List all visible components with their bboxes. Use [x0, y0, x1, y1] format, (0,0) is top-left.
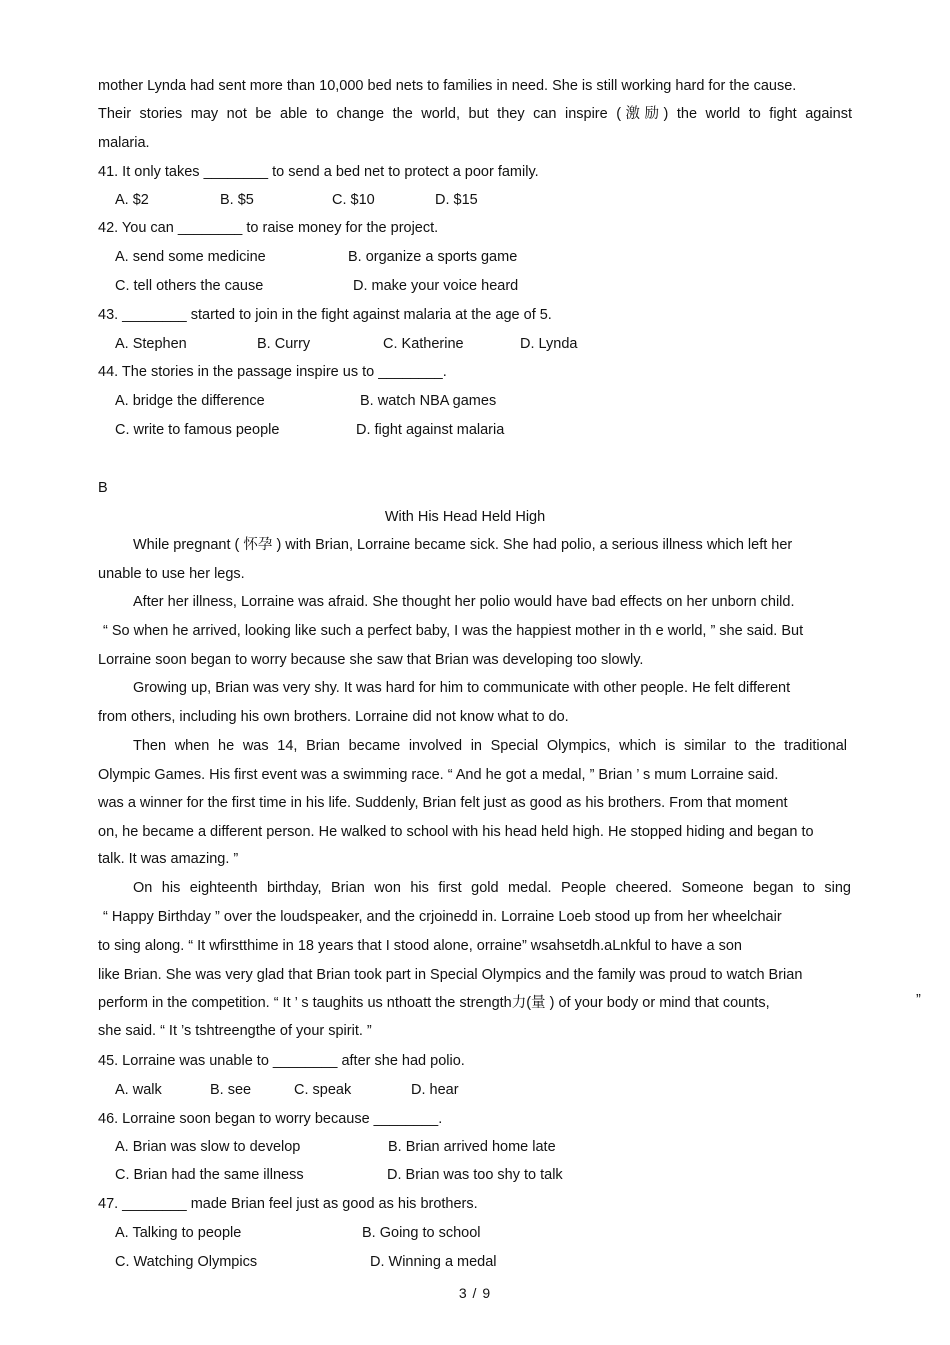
passage-b-line: unable to use her legs. — [98, 566, 245, 582]
passage-b-line: Lorraine soon began to worry because she saw that Brian was developing too slowly. — [98, 652, 644, 668]
passage-b-line: Growing up, Brian was very shy. It was hard for him to communicate with other people. He felt different — [133, 680, 791, 696]
passage-b-line: “ Happy Birthday ” over the loudspeaker, and the crjoinedd in. Lorraine Loeb stood up from her wheelchair — [103, 909, 782, 925]
question-stem: 41. It only takes ________ to send a bed net to protect a poor family. — [98, 164, 539, 180]
passage-a-line: mother Lynda had sent more than 10,000 bed nets to families in need. She is still working hard for the cause. — [98, 78, 797, 94]
answer-option: B. $5 — [220, 192, 254, 208]
passage-b-line: After her illness, Lorraine was afraid. She thought her polio would have bad effects on her unborn child. — [133, 594, 795, 610]
answer-option: D. make your voice heard — [353, 278, 519, 294]
answer-option: D. fight against malaria — [356, 422, 505, 438]
passage-b-line: “ So when he arrived, looking like such a perfect baby, I was the happiest mother in th e world, ” she said. But — [103, 623, 804, 639]
passage-title: With His Head Held High — [384, 509, 546, 525]
answer-option: C. tell others the cause — [115, 278, 264, 294]
question-stem: 43. ________ started to join in the fight against malaria at the age of 5. — [98, 307, 552, 323]
answer-option: C. speak — [294, 1082, 352, 1098]
answer-option: B. organize a sports game — [348, 249, 518, 265]
section-label: B — [98, 480, 108, 496]
answer-option: A. send some medicine — [115, 249, 266, 265]
passage-b-line: talk. It was amazing. ” — [98, 851, 239, 867]
answer-option: A. walk — [115, 1082, 162, 1098]
answer-option: A. Brian was slow to develop — [115, 1139, 301, 1155]
answer-option: C. Katherine — [383, 336, 464, 352]
passage-b-line: was a winner for the first time in his life. Suddenly, Brian felt just as good as his brothers. From that moment — [98, 795, 788, 811]
answer-option: A. Stephen — [115, 336, 187, 352]
passage-b-line: While pregnant ( 怀孕 ) with Brian, Lorraine became sick. She had polio, a serious illness which left her — [133, 537, 793, 553]
answer-option: B. Brian arrived home late — [388, 1139, 556, 1155]
answer-option: A. bridge the difference — [115, 393, 265, 409]
passage-b-line: ” — [916, 992, 921, 1008]
passage-b-line: like Brian. She was very glad that Brian took part in Special Olympics and the family was proud to watch Brian — [98, 967, 803, 983]
passage-b-line: on, he became a different person. He walked to school with his head held high. He stopped hiding and began to — [98, 824, 814, 840]
question-stem: 44. The stories in the passage inspire us to ________. — [98, 364, 447, 380]
answer-option: D. Brian was too shy to talk — [387, 1167, 563, 1183]
answer-option: D. hear — [411, 1082, 459, 1098]
question-stem: 45. Lorraine was unable to ________ after she had polio. — [98, 1053, 465, 1069]
answer-option: C. write to famous people — [115, 422, 280, 438]
question-stem: 42. You can ________ to raise money for the project. — [98, 220, 439, 236]
passage-b-line: On his eighteenth birthday, Brian won his first gold medal. People cheered. Someone began to sing — [133, 880, 851, 896]
answer-option: B. Curry — [257, 336, 311, 352]
answer-option: D. Lynda — [520, 336, 578, 352]
answer-option: B. see — [210, 1082, 252, 1098]
question-stem: 46. Lorraine soon began to worry because ________. — [98, 1111, 443, 1127]
answer-option: D. $15 — [435, 192, 478, 208]
passage-a-line: Their stories may not be able to change the world, but they can inspire (激励) the world to fight against — [98, 106, 852, 122]
passage-b-line: to sing along. “ It wfirstthime in 18 years that I stood alone, orraine” wsahsetdh.aLnkful to have a son — [98, 938, 742, 954]
passage-a-line: malaria. — [98, 135, 150, 151]
passage-b-line: perform in the competition. “ It ’ s taughits us nthoatt the strength力(量 ) of your body or mind that counts, — [98, 995, 770, 1011]
answer-option: A. Talking to people — [115, 1225, 242, 1241]
answer-option: B. Going to school — [362, 1225, 481, 1241]
answer-option: C. Watching Olympics — [115, 1254, 258, 1270]
page-number: 3 / 9 — [458, 1285, 492, 1301]
answer-option: C. $10 — [332, 192, 375, 208]
answer-option: B. watch NBA games — [360, 393, 497, 409]
question-stem: 47. ________ made Brian feel just as good as his brothers. — [98, 1196, 478, 1212]
passage-b-line: from others, including his own brothers. Lorraine did not know what to do. — [98, 709, 569, 725]
answer-option: C. Brian had the same illness — [115, 1167, 304, 1183]
answer-option: A. $2 — [115, 192, 149, 208]
passage-b-line: Then when he was 14, Brian became involved in Special Olympics, which is similar to the traditional — [133, 738, 847, 754]
passage-b-line: Olympic Games. His first event was a swimming race. “ And he got a medal, ” Brian ’ s mum Lorraine said. — [98, 767, 779, 783]
answer-option: D. Winning a medal — [370, 1254, 497, 1270]
passage-b-line: she said. “ It ’s tshtreengthe of your spirit. ” — [98, 1023, 372, 1039]
